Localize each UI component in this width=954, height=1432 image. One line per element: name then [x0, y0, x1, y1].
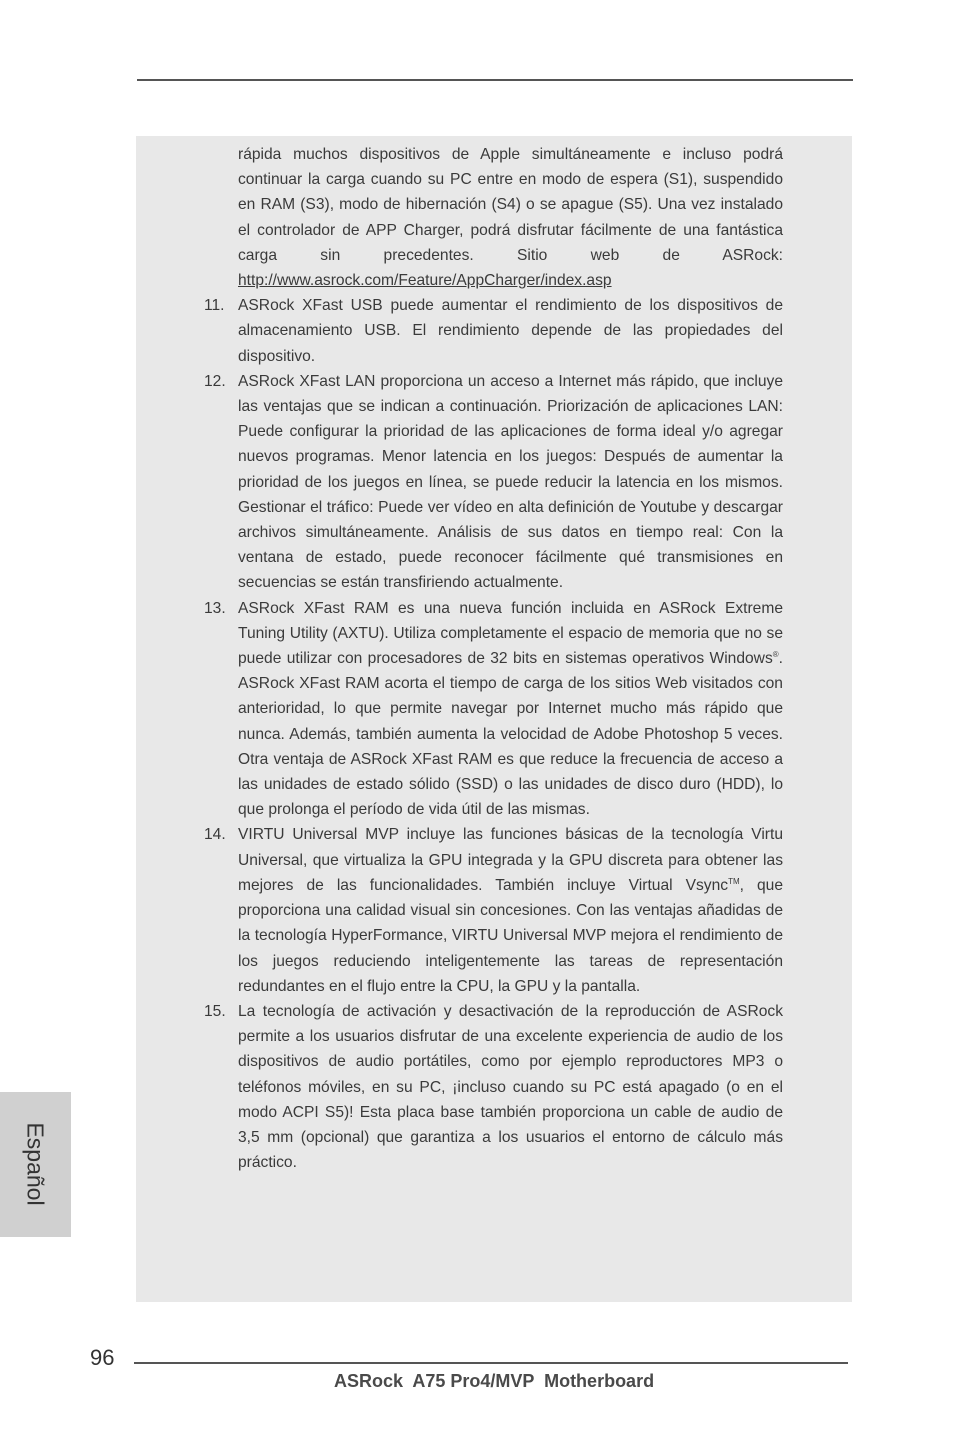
footer-title: ASRock A75 Pro4/MVP Motherboard	[334, 1371, 655, 1391]
appcharger-link[interactable]: http://www.asrock.com/Feature/AppCharger/index.asp	[238, 272, 612, 290]
page-number: 96	[90, 1345, 115, 1370]
item-number: 14.	[204, 826, 226, 844]
language-tab	[0, 1092, 71, 1237]
list-item-15	[204, 999, 783, 1175]
item-text: VIRTU Universal MVP incluye las funciones básicas de la tecnología Virtu Universal, que virtualiza la GPU integrada y la GPU discreta para obtener las mejores de las funcionalidades. También incluye Virtual Vsync	[238, 826, 783, 894]
item-text: ASRock XFast RAM es una nueva función incluida en ASRock Extreme Tuning Utility (AXTU). Utiliza completamente el espacio de memoria que no se puede utilizar con procesadores de 32 bits en sistemas operativos Windows	[238, 599, 783, 668]
feature-list	[204, 142, 783, 1175]
item-text: La tecnología de activación y desactivación de la reproducción de ASRock permite a los usuarios disfrutar de una excelente experiencia de audio de los dispositivos de audio portátiles, como por ejemplo reproductores MP3 o teléfonos móviles, en su PC, ¡incluso cuando su PC está apagado (o en el modo ACPI S5)! Esta placa base también proporciona un cable de audio de 3,5 mm (opcional) que garantiza a los usuarios el entorno de cálculo más práctico.	[238, 1002, 783, 1172]
item-number: 12.	[204, 372, 226, 390]
registered-mark: ®	[772, 650, 779, 660]
item-number: 13.	[204, 599, 226, 617]
bottom-rule	[134, 1362, 848, 1364]
continuation-paragraph	[238, 142, 783, 293]
item-text: ASRock XFast USB puede aumentar el rendimiento de los dispositivos de almacenamiento USB. El rendimiento depende de las propiedades del dispositivo.	[238, 297, 783, 365]
item-number: 11.	[204, 297, 225, 315]
item-text: ASRock XFast LAN proporciona un acceso a Internet más rápido, que incluye las ventajas que se indican a continuación. Priorización de aplicaciones LAN: Puede configurar la prioridad de las aplicaciones de forma ideal y/o agregar nuevos programas. Menor latencia en los juegos: Después de aumentar la prioridad de los juegos en línea, se puede reducir la latencia en los mismos. Gestionar el tráfico: Puede ver vídeo en alta definición de Youtube y descargar archivos simultáneamente. Análisis de sus datos en tiempo real: Con la ventana de estado, puede reconocer fácilmente qué transmisiones en secuencias se están transfiriendo actualmente.	[238, 372, 783, 592]
continuation-text: rápida muchos dispositivos de Apple simultáneamente e incluso podrá continuar la carga cuando su PC entre en modo de espera (S1), suspendido en RAM (S3), modo de hibernación (S4) o se apague (S5). Una vez instalado el controlador de APP Charger, podrá disfrutar fácilmente de una fantástica carga sin precedentes. Sitio web de ASRock:	[238, 146, 783, 264]
list-item-12	[204, 369, 783, 596]
item-text-continued: . ASRock XFast RAM acorta el tiempo de carga de los sitios Web visitados con anterioridad, lo que permite navegar por Internet mucho más rápido que nunca. Además, también aumenta la velocidad de Adobe Photoshop 5 veces. Otra ventaja de ASRock XFast RAM es que reduce la frecuencia de acceso a las unidades de estado sólido (SSD) o las unidades de disco duro (HDD), lo que prolonga el período de vida útil de las mismas.	[238, 650, 783, 819]
list-item-14	[204, 822, 783, 998]
list-item-11	[204, 293, 783, 369]
language-tab-label: Español	[22, 1122, 49, 1206]
trademark-mark: TM	[728, 876, 740, 886]
top-rule	[137, 79, 853, 81]
item-text-continued: , que proporciona una calidad visual sin concesiones. Con las ventajas añadidas de la tecnología HyperFormance, VIRTU Universal MVP mejora el rendimiento de los juegos reduciendo inteligentemente las tareas de representación redundantes en el flujo entre la CPU, la GPU y la pantalla.	[238, 876, 783, 995]
list-item-13	[204, 596, 783, 823]
item-number: 15.	[204, 1002, 226, 1020]
